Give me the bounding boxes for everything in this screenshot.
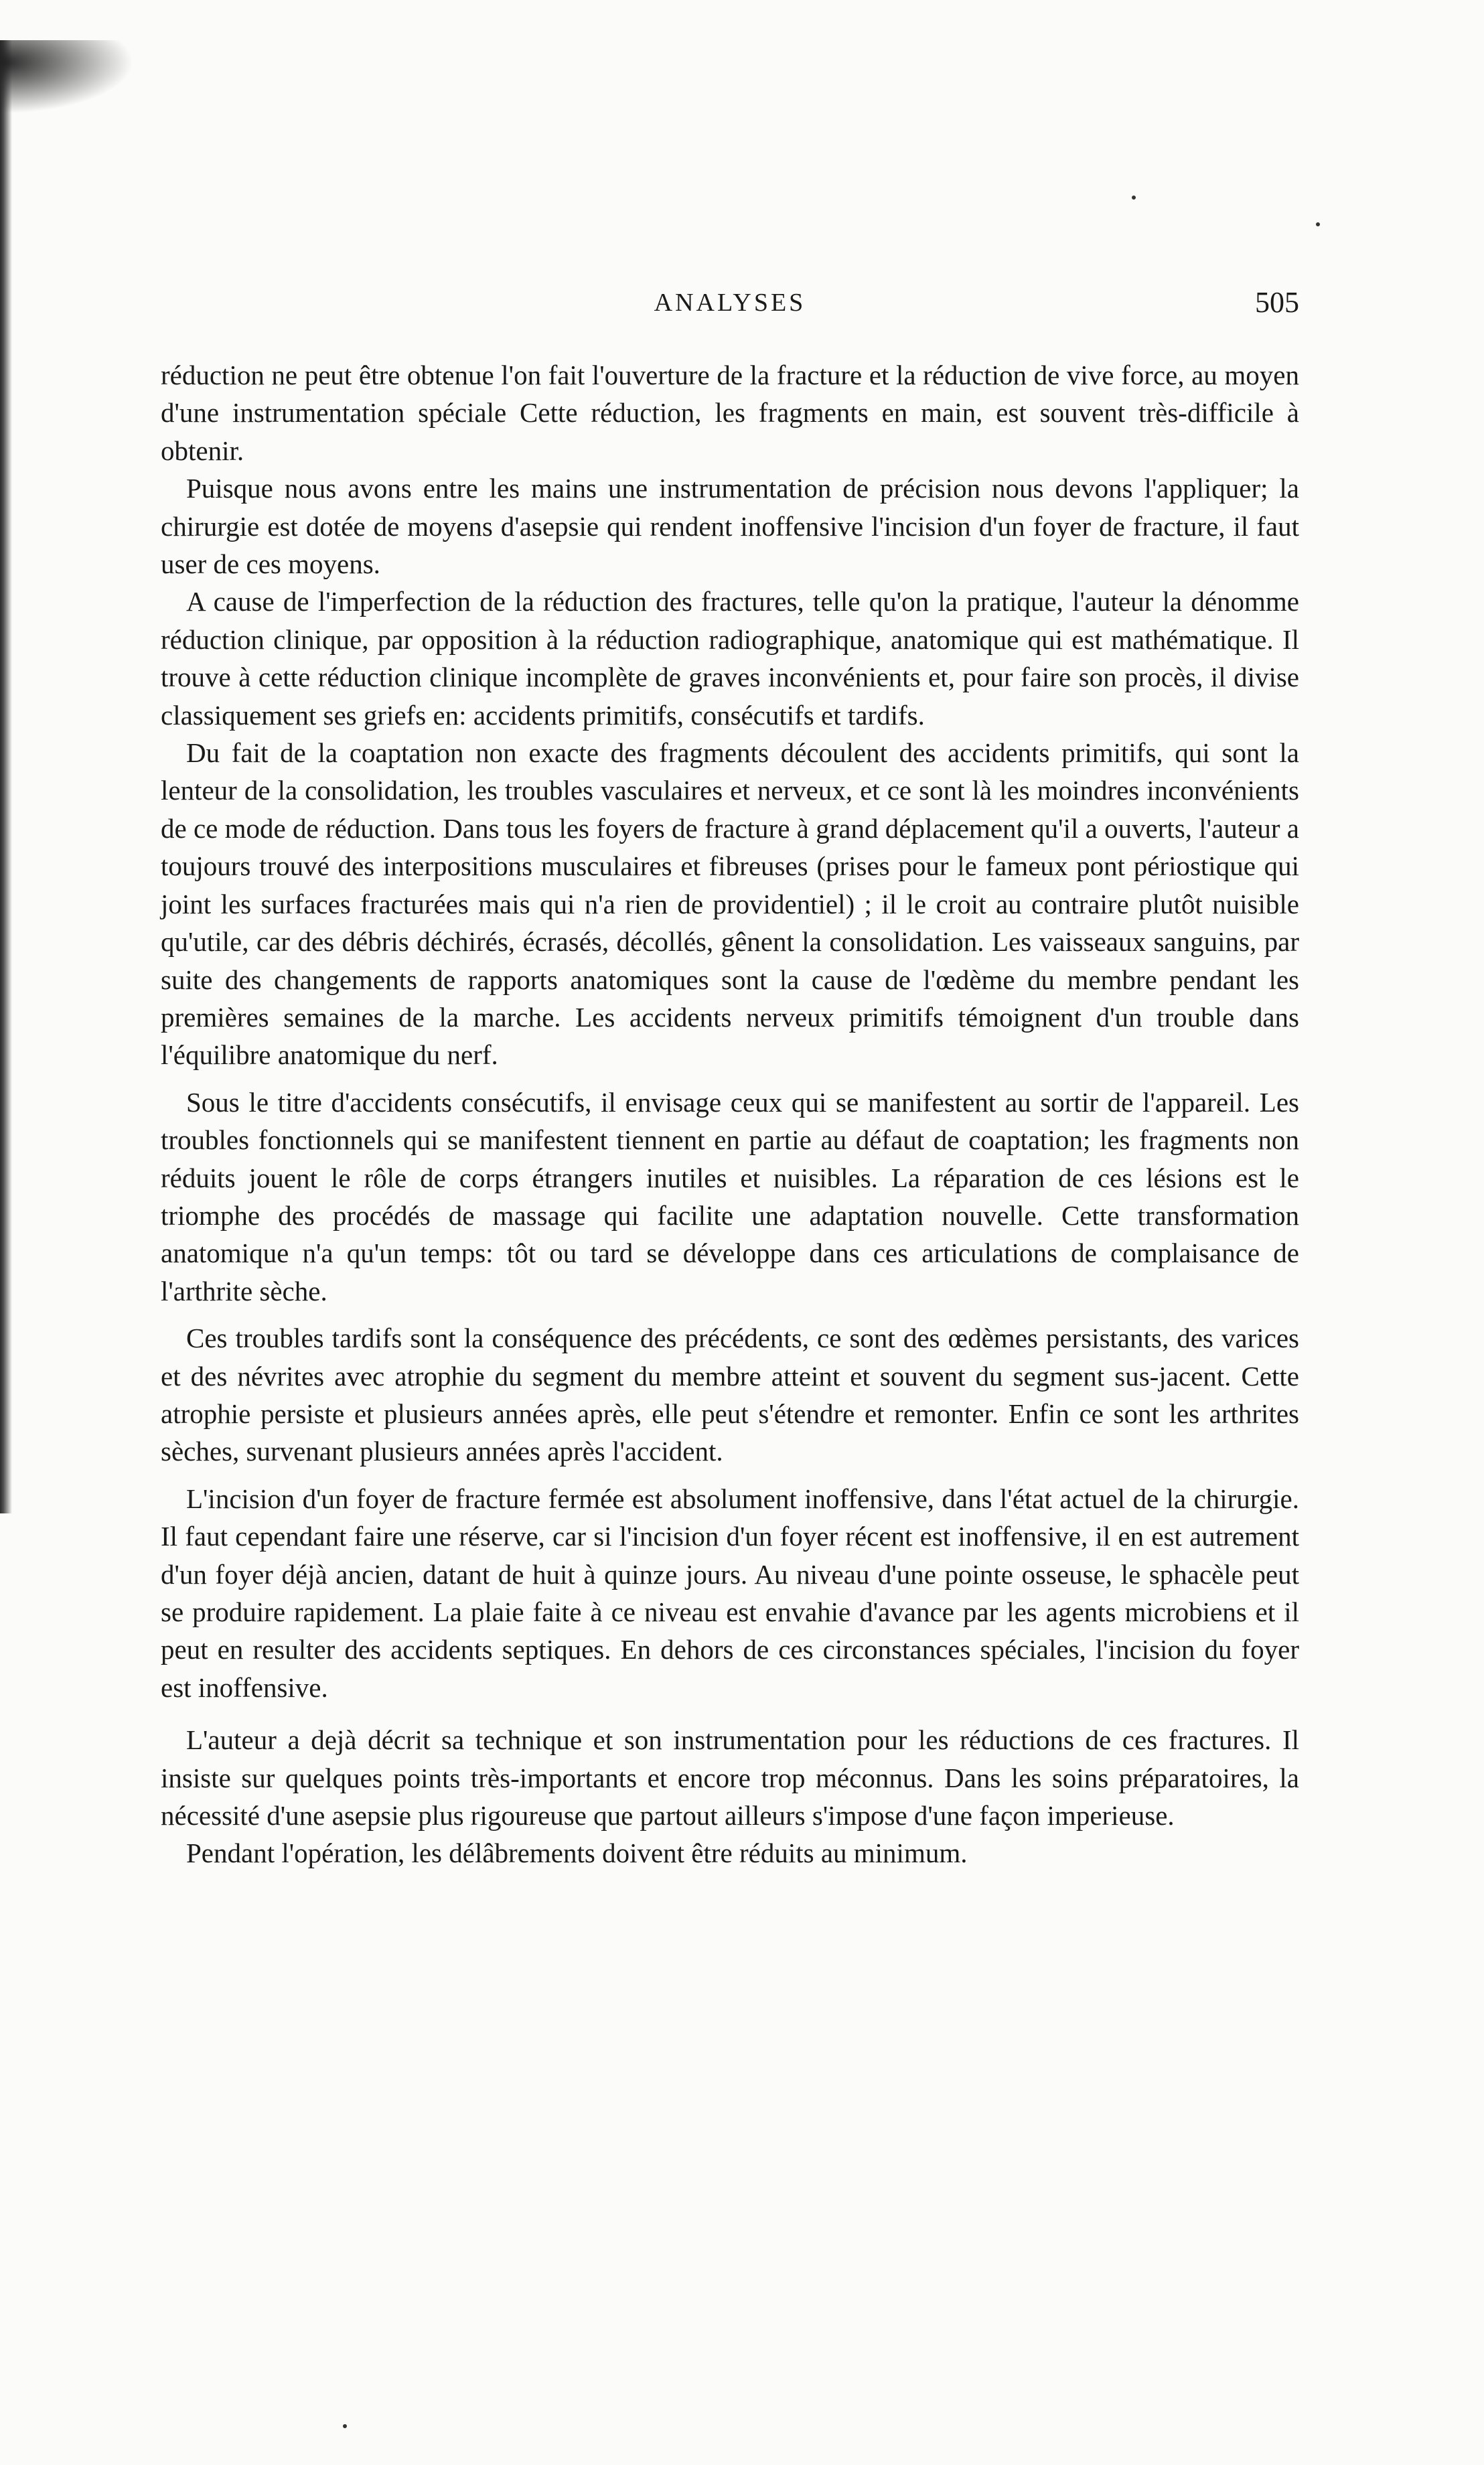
paragraph: Pendant l'opération, les délâbrements doivent être réduits au minimum. [186,1838,968,1869]
paragraph: Ces troubles tardifs sont la conséquence des précédents, ce sont des œdèmes persistants, des varices et des névrites avec atrophie du segment du membre atteint et souvent du segment sus-jacent. Cette atrophie persiste et plusieurs années après, elle peut s'étendre et remonter. Enfin ce sont les arthrites sèches, survenant plusieurs années après l'accident. [161,1323,1299,1467]
scan-speck [1132,196,1136,200]
paragraph: L'auteur a dejà décrit sa technique et son instrumentation pour les réductions de ces fractures. Il insiste sur quelques points très-importants et encore trop méconnus. Dans les soins préparatoires, la nécessité d'une asepsie plus rigoureuse que partout ailleurs s'impose d'une façon imperieuse. [161,1724,1299,1832]
scan-speck [343,2424,347,2428]
paragraph: A cause de l'imperfection de la réduction des fractures, telle qu'on la pratique, l'auteur la dénomme réduction clinique, par opposition à la réduction radiographique, anatomique qui est mathématique. Il trouve à cette réduction clinique incomplète de graves inconvénients et, pour faire son procès, il divise classiquement ses griefs en: accidents primitifs, consécutifs et tardifs. [161,586,1299,731]
scan-shadow-corner [0,40,134,114]
paragraph: réduction ne peut être obtenue l'on fait l'ouverture de la fracture et la réduction de vive force, au moyen d'une instrumentation spéciale Cette réduction, les fragments en main, est souvent très-difficile à obtenir. [161,360,1299,466]
scan-shadow-edge [0,40,12,1513]
page-number: 505 [1255,286,1299,319]
scan-speck [1316,222,1320,226]
page-header [161,288,1299,328]
article-body [161,356,1299,1872]
paragraph: Puisque nous avons entre les mains une instrumentation de précision nous devons l'appliquer; la chirurgie est dotée de moyens d'asepsie qui rendent inoffensive l'incision d'un foyer de fracture, il faut user de ces moyens. [161,473,1299,580]
paragraph: Sous le titre d'accidents consécutifs, il envisage ceux qui se manifestent au sortir de l'appareil. Les troubles fonctionnels qui se manifestent tiennent en partie au défaut de coaptation; les fragments non réduits jouent le rôle de corps étrangers inutiles et nuisibles. La réparation de ces lésions est le triomphe des procédés de massage qui facilite une adaptation nouvelle. Cette transformation anatomique n'a qu'un temps: tôt ou tard se développe dans ces articulations de complaisance de l'arthrite sèche. [161,1086,1299,1306]
running-title: ANALYSES [654,289,806,317]
paragraph: L'incision d'un foyer de fracture fermée est absolument inoffensive, dans l'état actuel de la chirurgie. Il faut cependant faire une réserve, car si l'incision d'un foyer récent est inoffensive, il en est autrement d'un foyer déjà ancien, datant de huit à quinze jours. Au niveau d'une pointe osseuse, le sphacèle peut se produire rapidement. La plaie faite à ce niveau est envahie d'avance par les agents microbiens et il peut en resulter des accidents septiques. En dehors de ces circonstances spéciales, l'incision du foyer est inoffensive. [161,1483,1299,1703]
paragraph: Du fait de la coaptation non exacte des fragments découlent des accidents primitifs, qui sont la lenteur de la consolidation, les troubles vasculaires et nerveux, et ce sont là les moindres inconvénients de ce mode de réduction. Dans tous les foyers de fracture à grand déplacement qu'il a ouverts, l'auteur a toujours trouvé des interpositions musculaires et fibreuses (prises pour le fameux pont périostique qui joint les surfaces fracturées mais qui n'a rien de providentiel) ; il le croit au contraire plutôt nuisible qu'utile, car des débris déchirés, écrasés, décollés, gênent la consolidation. Les vaisseaux sanguins, par suite des changements de rapports anatomiques sont la cause de l'œdème du membre pendant les premières semaines de la marche. Les accidents nerveux primitifs témoignent d'un trouble dans l'équilibre anatomique du nerf. [161,737,1299,1071]
